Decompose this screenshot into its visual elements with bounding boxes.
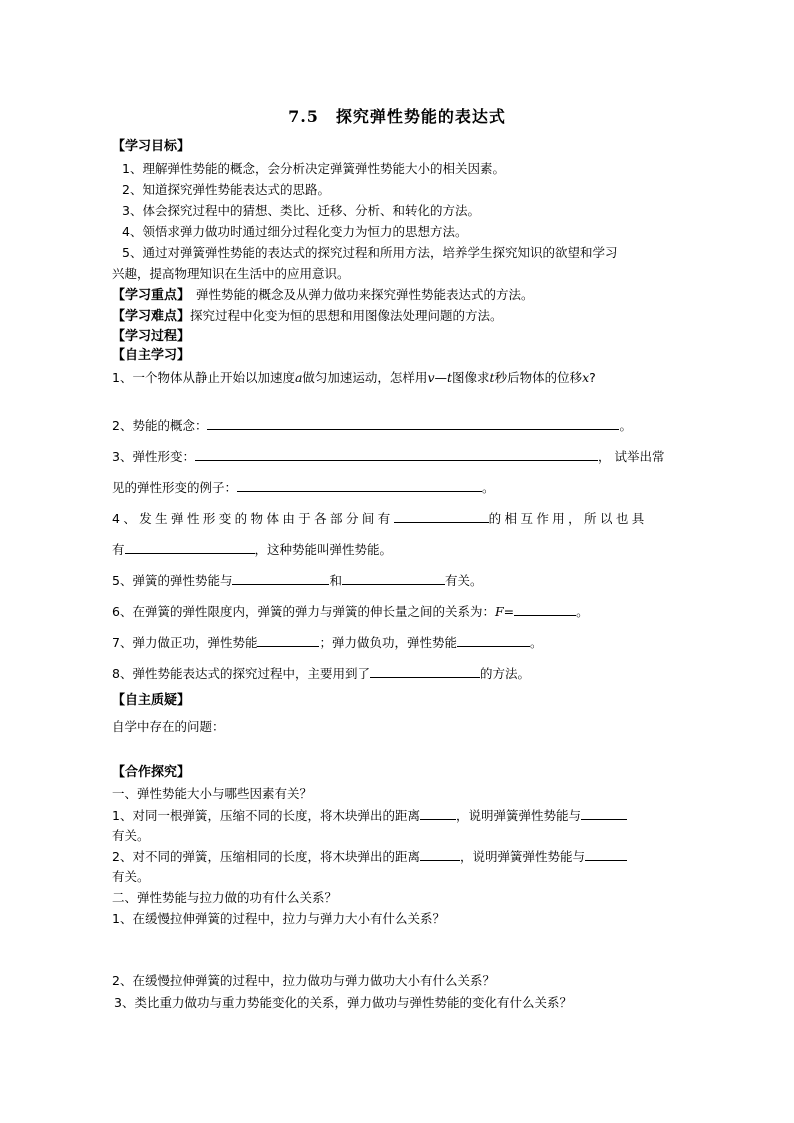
key-point: [112, 285, 534, 306]
self-question-text: 自学中存在的问题：: [112, 719, 225, 734]
q7-blank-1[interactable]: [257, 633, 319, 647]
q8-blank[interactable]: [370, 664, 480, 678]
coop-item-2-cont: 有关。: [112, 869, 150, 884]
q4-blank-2[interactable]: [125, 540, 255, 554]
difficulty: [112, 306, 503, 327]
goal-item-5-cont: 兴趣，提高物理知识在生活中的应用意识。: [112, 266, 350, 281]
q3-text-b: ， 试举出常: [597, 449, 665, 464]
page-title: 7.5 探究弹性势能的表达式: [288, 107, 506, 126]
q2-blank[interactable]: [207, 416, 619, 430]
c1-blank-2[interactable]: [581, 806, 627, 820]
q1-dash: —: [434, 370, 447, 385]
goal-item-4: 4、领悟求弹力做功时通过细分过程化变力为恒力的思想方法。: [122, 224, 468, 239]
c2-blank-1[interactable]: [420, 847, 460, 861]
process-heading: 【学习过程】: [112, 329, 191, 344]
question-7: [112, 633, 543, 653]
question-4: [112, 509, 648, 529]
goal-item-2: 2、知道探究弹性势能表达式的思路。: [122, 182, 330, 197]
difficulty-text: 探究过程中化变为恒的思想和用图像法处理问题的方法。: [190, 308, 503, 323]
q3-blank[interactable]: [195, 447, 598, 461]
key-point-text: 弹性势能的概念及从弹力做功来探究弹性势能表达式的方法。: [183, 287, 534, 302]
question-2: [112, 416, 632, 436]
q5-blank-1[interactable]: [232, 571, 329, 585]
q3-end: 。: [482, 480, 495, 495]
coop-item-1: [112, 806, 627, 826]
c2-text-a: 2、对不同的弹簧，压缩相同的长度，将木块弹出的距离: [112, 849, 420, 864]
c2-text-b: ，说明弹簧弹性势能与: [459, 849, 585, 864]
q1-var-a: a: [294, 370, 303, 385]
key-point-label: 【学习重点】: [112, 288, 184, 303]
q8-text-a: 8、弹性势能表达式的探究过程中，主要用到了: [112, 666, 370, 681]
q1-text-d: 秒后物体的位移: [494, 370, 583, 385]
coop-question-2: 2、在缓慢拉伸弹簧的过程中，拉力做功与弹力做功大小有什么关系？: [112, 973, 495, 988]
q1-text-a: 1、一个物体从静止开始以加速度: [112, 370, 295, 385]
q5-text-b: 和: [329, 573, 342, 588]
q1-var-v: v: [427, 370, 435, 385]
q4-blank-1[interactable]: [394, 509, 489, 523]
question-3: [112, 447, 664, 467]
coop-item-1-cont: 有关。: [112, 828, 150, 843]
q7-text-b: ；弹力做负功，弹性势能: [319, 635, 457, 650]
coop-item-2: [112, 847, 627, 867]
goal-item-1: 1、理解弹性势能的概念，会分析决定弹簧弹性势能大小的相关因素。: [122, 161, 505, 176]
q3-example-blank[interactable]: [237, 478, 482, 492]
q6-var-f: F: [494, 604, 504, 619]
q5-blank-2[interactable]: [342, 571, 445, 585]
q6-end: 。: [576, 604, 589, 619]
coop-question-1: 1、在缓慢拉伸弹簧的过程中，拉力与弹力大小有什么关系？: [112, 911, 445, 926]
q4-text-a: 4、发生弹性形变的物体由于各部分间有: [112, 511, 394, 526]
q4-text-c: 有: [112, 542, 125, 557]
q2-end: 。: [619, 418, 632, 433]
q4-text-b: 的相互作用，所以也具: [488, 511, 648, 526]
q1-text-b: 做匀加速运动，怎样用: [302, 370, 428, 385]
q2-label: 2、势能的概念：: [112, 418, 208, 433]
goal-item-5: 5、通过对弹簧弹性势能的表达式的探究过程和所用方法，培养学生探究知识的欲望和学习: [122, 245, 618, 260]
coop-section-2: 二、弹性势能与拉力做的功有什么关系？: [112, 890, 338, 905]
goals-heading: 【学习目标】: [112, 139, 191, 154]
q1-var-t2: t: [489, 370, 495, 385]
question-5: [112, 571, 483, 591]
q5-text-a: 5、弹簧的弹性势能与: [112, 573, 233, 588]
q1-text-c: 图像求: [452, 370, 490, 385]
question-1: [112, 368, 596, 388]
q6-eq: =: [503, 604, 515, 619]
q6-text-a: 6、在弹簧的弹性限度内，弹簧的弹力与弹簧的伸长量之间的关系为：: [112, 604, 495, 619]
q7-end: 。: [529, 635, 543, 650]
q1-var-x: x: [582, 370, 590, 385]
question-3-cont: [112, 478, 495, 498]
q6-blank[interactable]: [514, 602, 576, 616]
self-question-heading: 【自主质疑】: [112, 693, 191, 708]
goal-item-3: 3、体会探究过程中的猜想、类比、迁移、分析、和转化的方法。: [122, 203, 480, 218]
q4-text-d: ，这种势能叫弹性势能。: [254, 542, 393, 557]
self-study-heading: 【自主学习】: [112, 348, 191, 363]
q3-text-c: 见的弹性形变的例子：: [112, 480, 238, 495]
coop-heading: 【合作探究】: [112, 765, 191, 780]
coop-section-1: 一、弹性势能大小与哪些因素有关？: [112, 786, 313, 801]
question-6: [112, 602, 589, 622]
q1-text-e: ?: [589, 370, 596, 385]
question-8: [112, 664, 530, 684]
q1-var-t: t: [447, 370, 453, 385]
difficulty-label: 【学习难点】: [112, 309, 191, 324]
q5-text-c: 有关。: [444, 573, 483, 588]
q3-label: 3、弹性形变：: [112, 449, 195, 464]
q8-text-b: 的方法。: [479, 666, 530, 681]
c1-text-a: 1、对同一根弹簧，压缩不同的长度，将木块弹出的距离: [112, 808, 420, 823]
c1-blank-1[interactable]: [420, 806, 456, 820]
question-4-cont: [112, 540, 392, 560]
q7-text-a: 7、弹力做正功，弹性势能: [112, 635, 258, 650]
c2-blank-2[interactable]: [585, 847, 627, 861]
c1-text-b: ，说明弹簧弹性势能与: [455, 808, 581, 823]
q7-blank-2[interactable]: [457, 633, 530, 647]
coop-question-3: 3、类比重力做功与重力势能变化的关系，弹力做功与弹性势能的变化有什么关系？: [114, 995, 572, 1010]
